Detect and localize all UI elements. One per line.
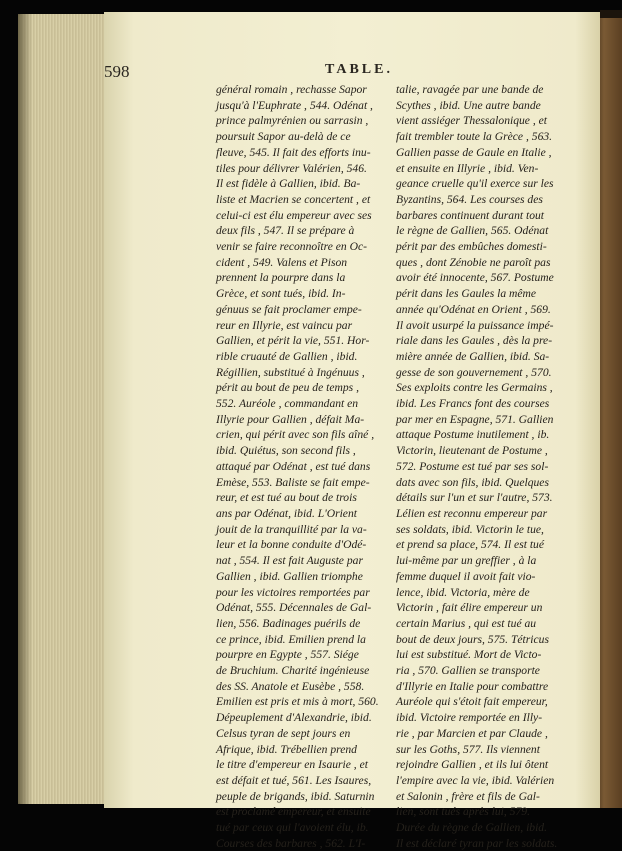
text-line: Illyrie pour Gallien , défait Ma- [216, 412, 365, 426]
text-line: nat , 554. Il est fait Auguste par [216, 554, 363, 568]
text-line: pour les victoires remportées par [216, 585, 370, 599]
text-line: venir se faire reconnoître en Oc- [216, 240, 367, 254]
text-line: poursuit Sapor au-delà de ce [216, 130, 351, 144]
text-line: 572. Postume est tué par ses sol- [396, 459, 549, 473]
text-line: pourpre en Egypte , 557. Siége [216, 648, 359, 662]
text-line: bout de deux jours, 575. Tétricus [396, 632, 549, 646]
page-title: TABLE. [325, 62, 393, 77]
text-line: Victorin , fait élire empereur un [396, 601, 543, 615]
text-line: lui est substitué. Mort de Victo- [396, 648, 542, 662]
text-line: prennent la pourpre dans la [216, 271, 346, 285]
text-line: Il est déclaré tyran par les soldats. [396, 836, 558, 850]
text-line: par mer en Espagne, 571. Gallien [396, 412, 554, 426]
text-line: le titre d'empereur en Isaurie , et [216, 758, 368, 772]
text-line: Ses exploits contre les Germains , [396, 381, 553, 395]
text-line: certain Marius , qui est tué au [396, 616, 537, 630]
text-line: ques , dont Zénobie ne paroît pas [396, 255, 551, 269]
text-line: attaque Postume inutilement , ib. [396, 428, 550, 442]
text-line: ibid. Quiétus, son second fils , [216, 444, 356, 458]
text-line: Lélien est reconnu empereur par [396, 506, 548, 520]
text-line: reur en Illyrie, est vaincu par [216, 318, 353, 332]
text-line: périt dans les Gaules la même [396, 287, 537, 301]
text-line: lui-même par un greffier , à la [396, 554, 537, 568]
text-line: mière année de Gallien, ibid. Sa- [396, 349, 550, 363]
running-header [0, 62, 622, 82]
text-line: jusqu'à l'Euphrate , 544. Odénat , [216, 98, 373, 112]
text-line: celui-ci est élu empereur avec ses [216, 208, 372, 222]
text-line: et prend sa place, 574. Il est tué [396, 538, 545, 552]
text-line: barbares continuent durant tout [396, 208, 545, 222]
text-line: Régillien, substitué à Ingénuus , [216, 365, 365, 379]
text-line: Emèse, 553. Baliste se fait empe- [216, 475, 370, 489]
text-line: Dépeuplement d'Alexandrie, ibid. [216, 711, 372, 725]
text-line: Gallien passe de Gaule en Italie , [396, 145, 552, 159]
text-line: Celsus tyran de sept jours en [216, 726, 351, 740]
text-line: Auréole qui s'étoit fait empereur, [396, 695, 548, 709]
text-line: Victorin, lieutenant de Postume , [396, 444, 548, 458]
page-block-shadow [18, 14, 32, 804]
text-line: génuus se fait proclamer empe- [216, 302, 362, 316]
text-line: prince palmyrénien ou sarrasin , [216, 114, 369, 128]
text-line: Gallien , ibid. Gallien triomphe [216, 569, 363, 583]
text-line: Gallien, et périt la vie, 551. Hor- [216, 334, 370, 348]
text-line: le règne de Gallien, 565. Odénat [396, 224, 549, 238]
text-line: dats avec son fils, ibid. Quelques [396, 475, 549, 489]
text-line: et ensuite en Illyrie , ibid. Ven- [396, 161, 539, 175]
text-line: général romain , rechasse Sapor [216, 83, 367, 96]
text-line: crien, qui périt avec son fils aîné , [216, 428, 375, 442]
text-line: est défait et tué, 561. Les Isaures, [216, 773, 372, 787]
text-line: ses soldats, ibid. Victorin le tue, [396, 522, 544, 536]
text-line: Scythes , ibid. Une autre bande [396, 98, 541, 112]
text-line: rejoindre Gallien , et ils lui ôtent [396, 758, 549, 772]
text-line: fait trembler toute la Grèce , 563. [396, 130, 553, 144]
text-line: Afrique, ibid. Trébellien prend [216, 742, 357, 756]
text-line: leur et la bonne conduite d'Odé- [216, 538, 367, 552]
text-line: de Bruchium. Charité ingénieuse [216, 664, 370, 678]
text-line: lence, ibid. Victoria, mère de [396, 585, 530, 599]
text-line: fleuve, 545. Il fait des efforts inu- [216, 145, 371, 159]
text-line: détails sur l'un et sur l'autre, 573. [396, 491, 553, 505]
text-line: Byzantins, 564. Les courses des [396, 192, 543, 206]
text-line: ce prince, ibid. Emilien prend la [216, 632, 366, 646]
text-line: rible cruauté de Gallien , ibid. [216, 349, 358, 363]
text-line: geance cruelle qu'il exerce sur les [396, 177, 554, 191]
text-line: Odénat, 555. Décennales de Gal- [216, 601, 372, 615]
text-line: Grèce, et sont tués, ibid. In- [216, 287, 346, 301]
text-line: deux fils , 547. Il se prépare à [216, 224, 355, 238]
text-line: l'empire avec la vie, ibid. Valérien [396, 773, 555, 787]
text-line: avoir été innocente, 567. Postume [396, 271, 554, 285]
text-line: périt par des embûches domesti- [396, 240, 547, 254]
text-line: ibid. Victoire remportée en Illy- [396, 711, 543, 725]
text-line: reur, et est tué au bout de trois [216, 491, 357, 505]
text-line: peuple de brigands, ibid. Saturnin [216, 789, 375, 803]
page-number: 598 [104, 62, 130, 81]
text-line: ria , 570. Gallien se transporte [396, 664, 540, 678]
text-line: lien, 556. Badinages puérils de [216, 616, 361, 630]
text-column-right [396, 82, 568, 851]
text-line: tué par ceux qui l'avoient élu, ib. [216, 821, 369, 835]
text-line: liste et Macrien se concertent , et [216, 192, 371, 206]
text-line: 552. Auréole , commandant en [216, 397, 359, 411]
text-line: d'Illyrie en Italie pour combattre [396, 679, 549, 693]
text-line: est proclamé empereur, et ensuite [216, 805, 371, 819]
text-line: gesse de son gouvernement , 570. [396, 365, 552, 379]
text-line: vient assiéger Thessalonique , et [396, 114, 548, 128]
text-line: ans par Odénat, ibid. L'Orient [216, 506, 357, 520]
text-line: riale dans les Gaules , dès la pre- [396, 334, 553, 348]
text-line: et Salonin , frère et fils de Gal- [396, 789, 540, 803]
text-line: Il avoit usurpé la puissance impé- [396, 318, 554, 332]
text-line: cident , 549. Valens et Pison [216, 255, 348, 269]
text-line: Durée du règne de Gallien, ibid. [396, 821, 548, 835]
text-line: lien, sont tués après lui, 579. [396, 805, 530, 819]
text-line: attaqué par Odénat , est tué dans [216, 459, 371, 473]
text-column-left [216, 82, 388, 851]
text-line: périt au bout de peu de temps , [216, 381, 359, 395]
text-line: Courses des barbares , 562. L'I- [216, 836, 366, 850]
text-line: rie , par Marcien et par Claude , [396, 726, 548, 740]
text-line: femme duquel il avoit fait vio- [396, 569, 536, 583]
text-line: Il est fidèle à Gallien, ibid. Ba- [216, 177, 361, 191]
text-line: tiles pour délivrer Valérien, 546. [216, 161, 367, 175]
text-line: sur les Goths, 577. Ils viennent [396, 742, 540, 756]
text-line: talie, ravagée par une bande de [396, 83, 544, 96]
text-line: Emilien est pris et mis à mort, 560. [216, 695, 379, 709]
text-line: ibid. Les Francs font des courses [396, 397, 550, 411]
text-line: jouit de la tranquillité par la va- [216, 522, 367, 536]
text-line: des SS. Anatole et Eusèbe , 558. [216, 679, 365, 693]
text-line: année qu'Odénat en Orient , 569. [396, 302, 551, 316]
